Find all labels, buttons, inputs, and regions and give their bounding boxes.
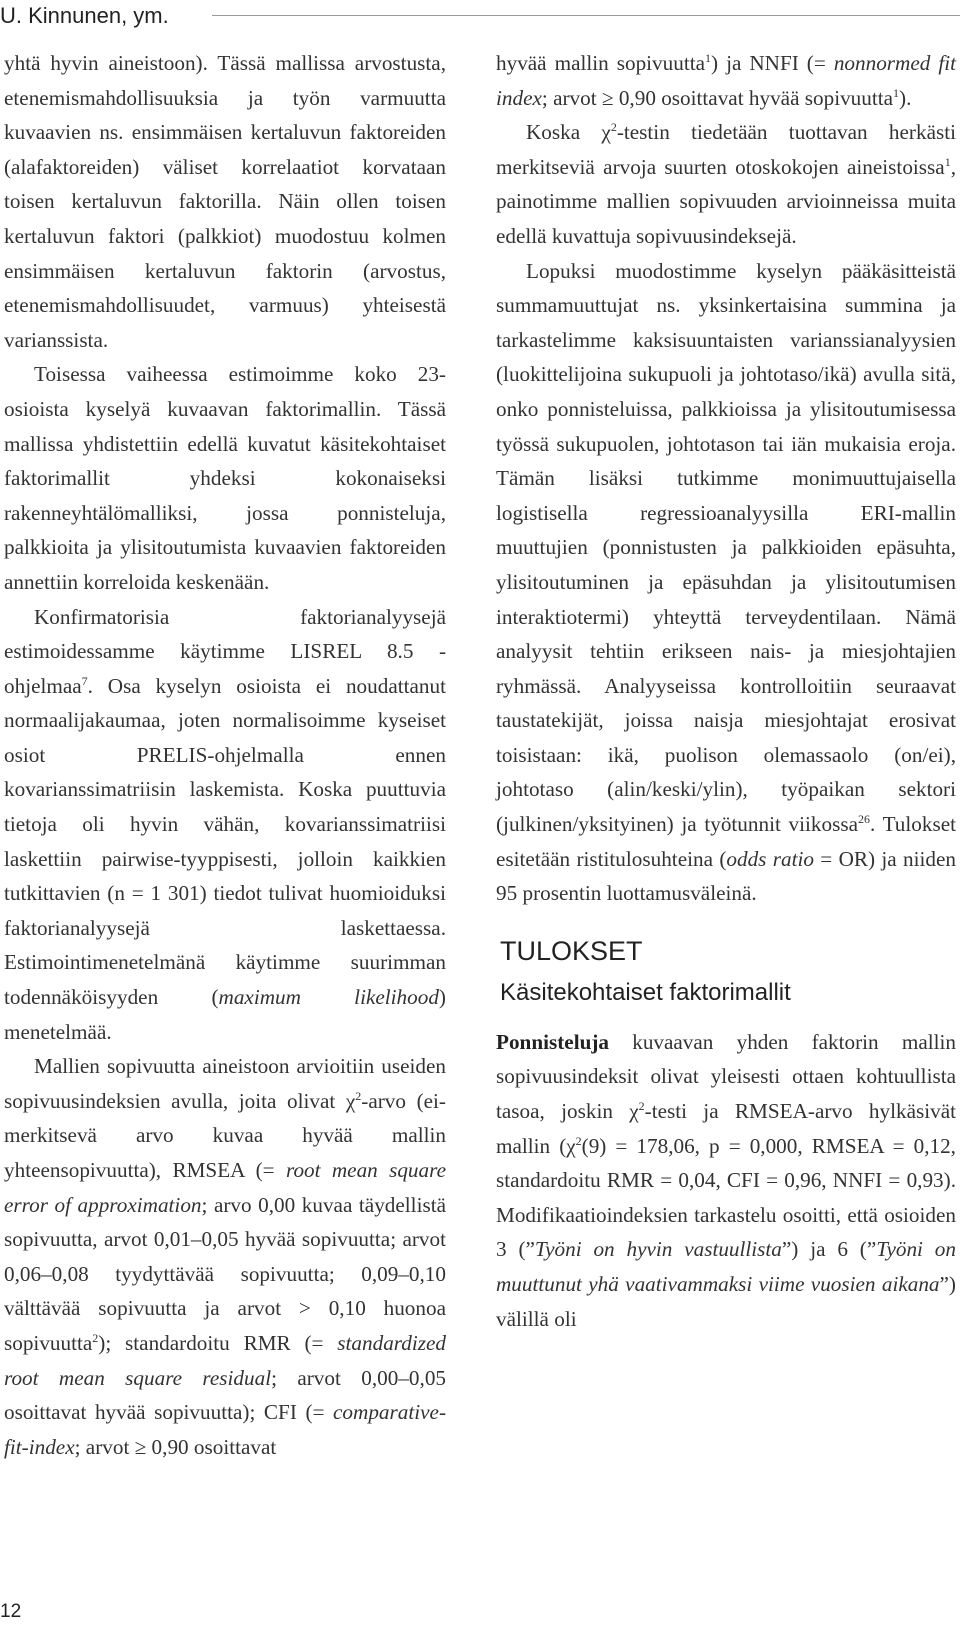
left-column [4,46,446,1464]
paragraph: Toisessa vaiheessa estimoimme koko 23-osioista kyselyä kuvaavan faktorimallin. Tässä mallissa yhdistettiin edellä kuvatut käsitekohtaiset faktorimallit yhdeksi kokonaiseksi rakenneyhtälömalliksi, jossa ponnisteluja, palkkioita ja ylisitoutumista kuvaavien faktoreiden annettiin korreloida keskenään. [4,362,446,594]
subsection-heading: Käsitekohtaiset faktorimallit [500,978,791,1006]
paragraph: hyvää mallin sopivuutta$^1$) ja NNFI (= nonnormed fit index; arvot ≥ 0,90 osoittavat hyvää sopivuutta$^1$). [496,50,956,110]
paragraph: yhtä hyvin aineistoon). Tässä mallissa arvostusta, etenemismahdollisuuksia ja työn varmuutta kuvaavien ns. ensimmäisen kertaluvun faktoreiden (alafaktoreiden) väliset korrelaatiot korvataan toisen kertaluvun faktorilla. Näin ollen toisen kertaluvun faktori (palkkiot) muodostuu kolmen ensimmäisen kertaluvun faktorin (arvostus, etenemismahdollisuudet, varmuus) yhteisestä varianssista. [4,51,446,352]
running-header [0,0,960,30]
section-heading: TULOKSET [500,935,643,966]
paragraph: Lopuksi muodostimme kyselyn pääkäsitteistä summamuuttujat ns. yksinkertaisina summina ja tarkastelimme kaksisuuntaisten varianssianalyysien (luokittelijoina sukupuoli ja johtotaso/ikä) avulla sitä, onko ponnisteluissa, palkkioissa ja ylisitoutumisessa työssä sukupuolen, johtotason tai iän mukaisia eroja. Tämän lisäksi tutkimme monimuuttujaisella logistisella regressioanalyysilla ERI-mallin muuttujien (ponnistusten ja palkkioiden epäsuhta, ylisitoutuminen ja epäsuhdan ja ylisitoutumisen interaktiotermi) yhteyttä terveydentilaan. Nämä analyysit tehtiin erikseen nais- ja miesjohtajien ryhmässä. Analyyseissa kontrolloitiin seuraavat taustatekijät, joissa naisja miesjohtajat erosivat toisistaan: ikä, puolison olemassaolo (on/ei), johtotaso (alin/keski/ylin), työpaikan sektori (julkinen/yksityinen) ja työtunnit viikossa$^{26}$. Tulokset esitetään ristitulosuhteina (odds ratio = OR) ja niiden 95 prosentin luottamusväleinä. [496,258,957,906]
header-author: U. Kinnunen, ym. [0,3,169,28]
header-rule [212,15,960,16]
page-number: 12 [0,1601,22,1622]
paragraph: Mallien sopivuutta aineistoon arvioitiin useiden sopivuusindeksien avulla, joita olivat $\chi^2$-arvo (ei-merkitsevä arvo kuvaa hyvää mallin yhteensopivuutta), RMSEA (= root mean square error of approximation; arvo 0,00 kuvaa täydellistä sopivuutta, arvot 0,01–0,05 hyvää sopivuutta; arvot 0,06–0,08 tyydyttävää sopivuutta; 0,09–0,10 välttävää sopivuutta ja arvot > 0,10 huonoa sopivuutta$^2$); standardoitu RMR (= standardized root mean square residual; arvot 0,00–0,05 osoittavat hyvää sopivuutta); CFI (= comparative-fit-index; arvot ≥ 0,90 osoittavat [4,1054,447,1459]
right-column [496,46,956,1336]
paragraph: Koska $\chi^2$-testin tiedetään tuottavan herkästi merkitseviä arvoja suurten otoskokojen aineistoissa$^1$, painotimme mallien sopivuuden arvioinneissa muita edellä kuvattuja sopivuusindeksejä. [496,120,956,248]
paragraph: Ponnisteluja kuvaavan yhden faktorin mallin sopivuusindeksit olivat yleisesti ottaen kohtuullista tasoa, joskin $\chi^2$-testi ja RMSEA-arvo hylkäsivät mallin ($\chi^2(9) = 178,06$, p = 0,000, RMSEA = 0,12, standardoitu RMR = 0,04, CFI = 0,96, NNFI = 0,93). Modifikaatioindeksien tarkastelu osoitti, että osioiden 3 (”Työni on hyvin vastuullista”) ja 6 (”Työni on muuttunut yhä vaativammaksi viime vuosien aikana”) välillä oli [496,1029,956,1331]
paragraph: Konfirmatorisia faktorianalyysejä estimoidessamme käytimme LISREL 8.5 -ohjelmaa$^7$. Osa kyselyn osioista ei noudattanut normaalijakaumaa, joten normalisoimme kyseiset osiot PRELIS-ohjelmalla ennen kovarianssimatriisin laskemista. Koska puuttuvia tietoja oli hyvin vähän, kovarianssimatriisi laskettiin pairwise-tyyppisesti, jolloin kaikkien tutkittavien (n = 1 301) tiedot tulivat huomioiduksi faktorianalyysejä laskettaessa. Estimointimenetelmänä käytimme suurimman todennäköisyyden (maximum likelihood) menetelmää. [4,604,446,1044]
